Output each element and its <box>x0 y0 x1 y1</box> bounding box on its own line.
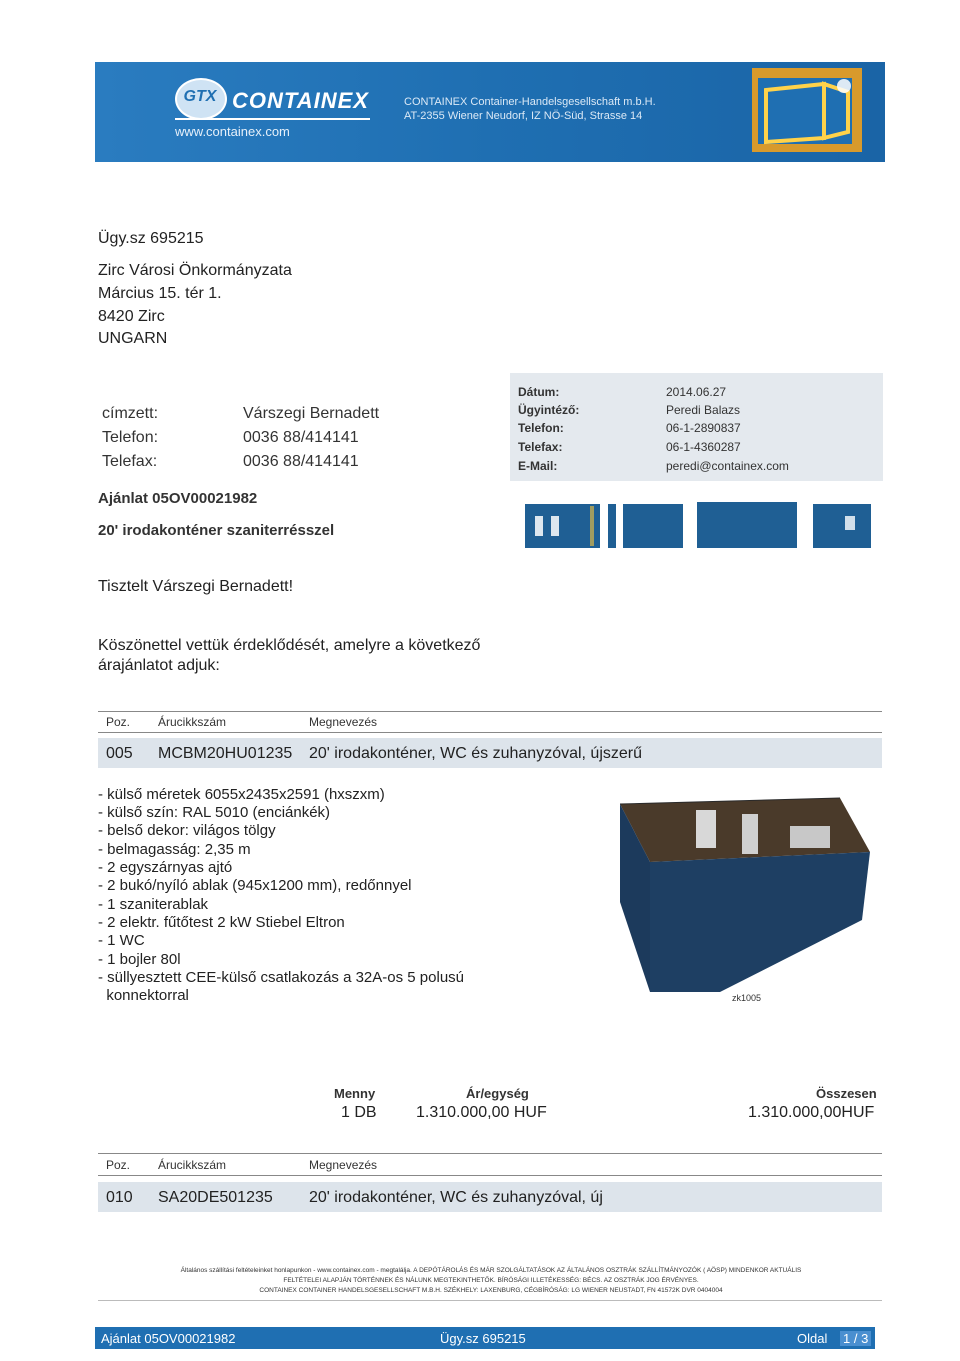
recipient-street: Március 15. tér 1. <box>98 285 222 302</box>
total-value: 1.310.000,00HUF <box>748 1104 875 1121</box>
unit-price-value: 1.310.000,00 HUF <box>416 1104 547 1121</box>
table-top-rule <box>98 1153 882 1154</box>
col-pos-header: Poz. <box>106 715 131 729</box>
intro-line-2: árajánlatot adjuk: <box>98 657 220 674</box>
intro-line-1: Köszönettel vettük érdeklődését, amelyre a következő <box>98 637 481 654</box>
offer-number: Ajánlat 05OV00021982 <box>98 490 258 507</box>
email-label: E-Mail: <box>518 459 558 473</box>
agent-phone-value: 06-1-2890837 <box>666 421 741 435</box>
spec-line: - 2 elektr. fűtőtest 2 kW Stiebel Eltron <box>98 914 345 931</box>
addressee-label: címzett: <box>102 405 159 422</box>
table-header-rule <box>98 1175 882 1176</box>
bottom-case: Ügy.sz 695215 <box>440 1331 526 1346</box>
page-label: Oldal <box>797 1331 828 1346</box>
logo-mark: GTX <box>183 88 217 105</box>
spec-line: - külső szín: RAL 5010 (enciánkék) <box>98 804 331 821</box>
table-top-rule <box>98 711 882 712</box>
agent-label: Ügyintéző: <box>518 403 580 417</box>
total-header: Összesen <box>816 1086 877 1101</box>
container-views-image <box>525 498 885 550</box>
qty-header: Menny <box>334 1086 376 1101</box>
container-isometric-image <box>600 792 875 1002</box>
col-name-header: Megnevezés <box>309 1158 378 1172</box>
recipient-country: UNGARN <box>98 330 168 347</box>
greeting: Tisztelt Várszegi Bernadett! <box>98 578 294 595</box>
footer-terms <box>100 1266 882 1296</box>
spec-line: konnektorral <box>98 987 189 1004</box>
spec-line: - 1 szaniterablak <box>98 896 209 913</box>
item-pos: 005 <box>106 745 133 762</box>
agent-phone-label: Telefon: <box>518 421 564 435</box>
item-name: 20' irodakonténer, WC és zuhanyzóval, újszerű <box>309 745 643 762</box>
footer-rule <box>98 1300 882 1301</box>
spec-line: - 2 bukó/nyíló ablak (945x1200 mm), redőnnyel <box>98 877 412 894</box>
fax-label: Telefax: <box>102 453 158 470</box>
offer-subtitle: 20' irodakonténer szaniterrésszel <box>98 522 335 539</box>
fax-value: 0036 88/414141 <box>243 453 359 470</box>
bottom-offer: Ajánlat 05OV00021982 <box>101 1331 236 1346</box>
col-pos-header: Poz. <box>106 1158 131 1172</box>
agent-fax-label: Telefax: <box>518 440 563 454</box>
website-link[interactable]: www.containex.com <box>175 124 290 139</box>
spec-line: - süllyesztett CEE-külső csatlakozás a 32A-os 5 polusú <box>98 969 464 986</box>
email-value[interactable]: peredi@containex.com <box>666 459 789 473</box>
logo-underline <box>175 118 370 120</box>
table-header-rule <box>98 732 882 733</box>
date-value: 2014.06.27 <box>666 385 727 399</box>
logo-name: CONTAINEX <box>232 88 369 113</box>
spec-line: - 1 WC <box>98 932 145 949</box>
image-caption: zk1005 <box>732 993 762 1003</box>
recipient-city: 8420 Zirc <box>98 308 165 325</box>
phone-label: Telefon: <box>102 429 159 446</box>
container-outline-icon <box>752 68 862 152</box>
spec-line: - külső méretek 6055x2435x2591 (hxszxm) <box>98 786 385 803</box>
footer-line-2: FELTÉTELEI ALAPJÁN TÖRTÉNNEK ÉS NÁLUNK MEGTEKINTHETŐK. BÍRÓSÁGI ILLETÉKESSÉG: BÉCS. AZ OSZTRÁK JOG ÉRVÉNYES. <box>283 1277 699 1284</box>
item-article: SA20DE501235 <box>158 1189 273 1206</box>
spec-line: - 2 egyszárnyas ajtó <box>98 859 233 876</box>
footer-line-1: Általános szállítási feltételeinket honlapunkon - www.containex.com - megtalálja. A DEPÓTÁROLÁS ÉS MÁR SZOLGÁLTATÁSOK AZ ÁLTALÁNOS OSZTRÁK SZÁLLÍTMÁNYOZÓK ( AÖSP) MINDENKOR AKTUÁLIS <box>180 1267 802 1274</box>
company-address: AT-2355 Wiener Neudorf, IZ NÖ-Süd, Strasse 14 <box>404 110 643 122</box>
spec-line: - belmagasság: 2,35 m <box>98 841 251 858</box>
agent-value: Peredi Balazs <box>666 403 741 417</box>
spec-line: - belső dekor: világos tölgy <box>98 822 276 839</box>
date-label: Dátum: <box>518 385 560 399</box>
case-number: Ügy.sz 695215 <box>98 230 204 247</box>
recipient-name: Zirc Városi Önkormányzata <box>98 262 292 279</box>
unit-price-header: Ár/egység <box>466 1086 529 1101</box>
col-article-header: Árucikkszám <box>158 1158 227 1172</box>
col-article-header: Árucikkszám <box>158 715 227 729</box>
page-number: 1 / 3 <box>840 1331 871 1346</box>
footer-line-3: CONTAINEX CONTAINER HANDELSGESELLSCHAFT M.B.H. SZÉKHELY: LAXENBURG, CÉGBÍRÓSÁG: LG WIENER NEUSTADT, FN 41572K DVR 0404004 <box>259 1287 723 1294</box>
qty-value: 1 DB <box>341 1104 377 1121</box>
item-pos: 010 <box>106 1189 133 1206</box>
phone-value: 0036 88/414141 <box>243 429 359 446</box>
item-article: MCBM20HU01235 <box>158 745 293 762</box>
agent-fax-value: 06-1-4360287 <box>666 440 741 454</box>
item-name: 20' irodakonténer, WC és zuhanyzóval, új <box>309 1189 603 1206</box>
col-name-header: Megnevezés <box>309 715 378 729</box>
spec-line: - 1 bojler 80l <box>98 951 181 968</box>
addressee-value: Várszegi Bernadett <box>243 405 380 422</box>
company-name: CONTAINEX Container-Handelsgesellschaft m.b.H. <box>404 96 656 108</box>
